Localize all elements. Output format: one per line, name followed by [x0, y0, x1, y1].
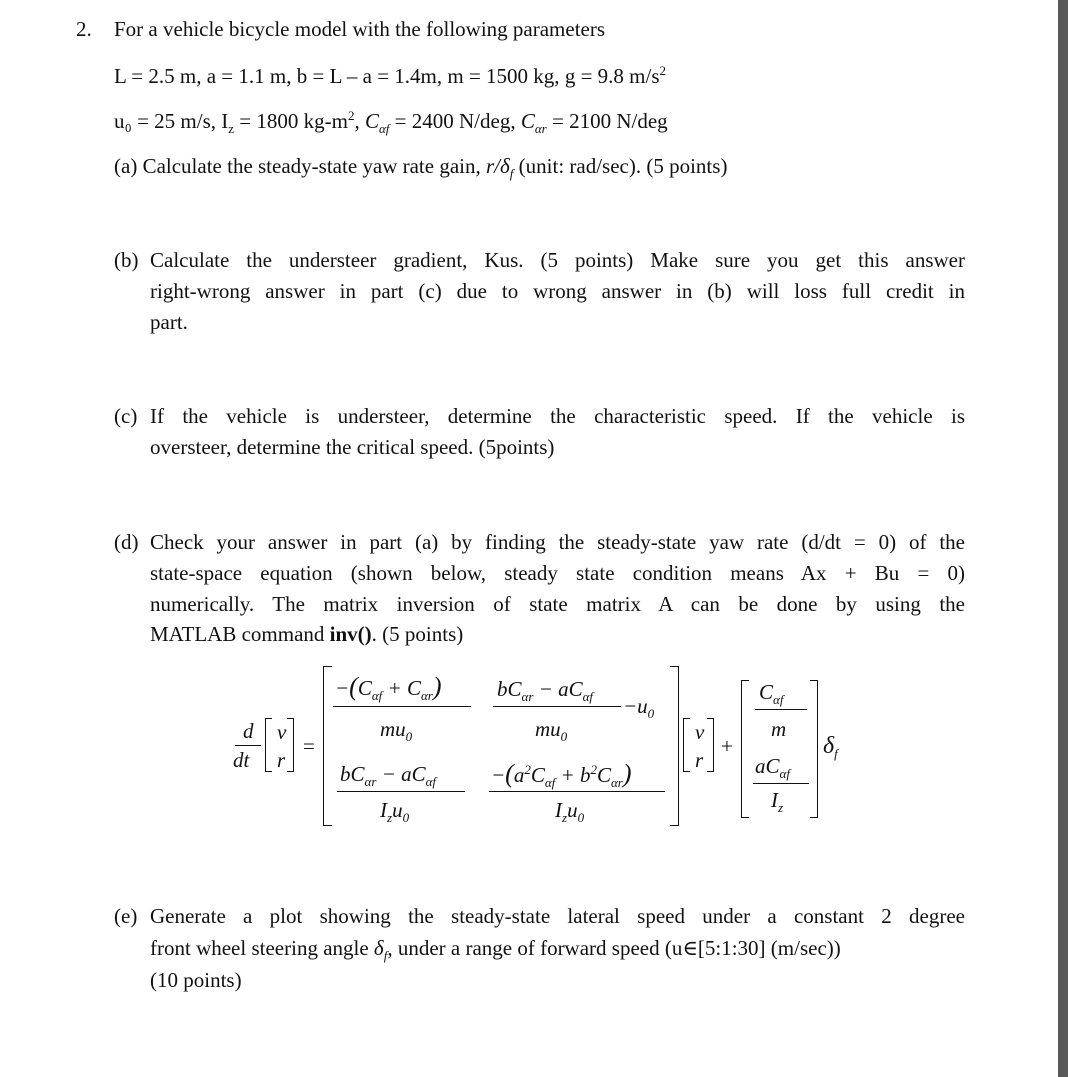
- A12-numerator: $bC_{\alpha r} - aC_{\alpha f}$: [497, 677, 594, 704]
- eq-ddt-bar: [235, 745, 261, 746]
- state-vector2-bracket-left: [683, 718, 690, 772]
- A11-denominator: $mu_0$: [380, 717, 413, 744]
- part-b-line-1: Calculate the understeer gradient, Kus. (5 points) Make sure you get this answer: [150, 248, 965, 272]
- param-Car: $C_{\alpha r} = 2100$ N/deg: [520, 109, 668, 137]
- B2-denominator: $I_z$: [771, 788, 784, 815]
- part-d-line-2: state-space equation (shown below, steady state condition means Ax + Bu = 0): [150, 561, 965, 585]
- param-m: m = 1500 kg,: [447, 64, 560, 88]
- part-b-label: (b): [114, 248, 139, 272]
- param-L: L = 2.5 m,: [114, 64, 202, 88]
- part-d-line-3: numerically. The matrix inversion of state matrix A can be done by using the: [150, 592, 965, 616]
- problem-intro: For a vehicle bicycle model with the following parameters: [114, 17, 606, 41]
- matrix-B-bracket-right: [810, 680, 818, 818]
- B2-bar: [753, 783, 809, 784]
- part-e-line-2: front wheel steering angle $\delta_f$, under a range of forward speed (u∈[5:1:30] (m/sec)): [150, 936, 841, 964]
- delta-f: $\delta_f$: [823, 733, 838, 761]
- params-line-1: [114, 63, 666, 88]
- params-line-2: [114, 108, 668, 137]
- A22-denominator: $I_zu_0$: [555, 798, 585, 825]
- param-Caf: $C_{\alpha f} = 2400$ N/deg,: [364, 109, 516, 137]
- B1-denominator: m: [771, 717, 787, 741]
- part-b-line-2: right-wrong answer in part (c) due to wrong answer in (b) will loss full credit in: [150, 279, 965, 303]
- A12-bar: [493, 706, 621, 707]
- part-d-line-1: Check your answer in part (a) by finding the steady-state yaw rate (d/dt = 0) of the: [150, 530, 965, 554]
- state-v: v: [277, 720, 287, 744]
- B2-numerator: $aC_{\alpha f}$: [755, 754, 790, 781]
- param-b: b = L – a = 1.4m,: [296, 64, 443, 88]
- A21-denominator: $I_zu_0$: [380, 798, 410, 825]
- matrix-A-bracket-left: [323, 666, 332, 826]
- part-c-label: (c): [114, 404, 138, 428]
- state-space-equation: [225, 664, 838, 834]
- part-a: [114, 154, 728, 182]
- part-e-line-3: (10 points): [150, 968, 242, 992]
- param-Iz: $I_z = 1800$ $kg-m^2$,: [221, 108, 360, 137]
- A21-numerator: $bC_{\alpha r} - aC_{\alpha f}$: [340, 762, 437, 789]
- part-c-line-1: If the vehicle is understeer, determine the characteristic speed. If the vehicle is: [150, 404, 965, 428]
- A11-bar: [333, 706, 471, 707]
- A12-denominator: $mu_0$: [535, 717, 568, 744]
- A22-numerator: $-(a^2C_{\alpha f} + b^2C_{\alpha r})$: [491, 759, 632, 790]
- state-vector-bracket-right: [287, 718, 294, 772]
- param-u0: u₀ = 25 m/s,: [114, 109, 217, 133]
- eq-dt: dt: [233, 748, 250, 772]
- state-r: r: [277, 748, 286, 772]
- param-g: g = 9.8 $m/s^2$: [564, 63, 666, 88]
- part-c-line-2: oversteer, determine the critical speed. (5points): [150, 435, 555, 459]
- part-b-line-3: part.: [150, 310, 188, 334]
- A12-minus-u0: $-u_0$: [623, 694, 655, 721]
- part-d-line-4: MATLAB command inv(). (5 points): [150, 622, 464, 646]
- state2-v: v: [695, 720, 705, 744]
- param-a: a = 1.1 m,: [206, 64, 292, 88]
- eq-plus: +: [721, 734, 733, 758]
- eq-d: d: [243, 719, 254, 743]
- eq-equals: =: [303, 734, 315, 758]
- A11-numerator: $-(C_{\alpha f} + C_{\alpha r})$: [335, 672, 442, 703]
- part-a-label: (a): [114, 154, 138, 178]
- part-d-label: (d): [114, 530, 139, 554]
- state-vector-bracket-left: [265, 718, 272, 772]
- A21-bar: [337, 791, 465, 792]
- problem-number: 2.: [76, 17, 92, 41]
- state-vector2-bracket-right: [707, 718, 714, 772]
- B1-numerator: $C_{\alpha f}$: [759, 680, 784, 707]
- state2-r: r: [695, 748, 704, 772]
- page-edge-bar: [1058, 0, 1068, 1077]
- matrix-A-bracket-right: [670, 666, 679, 826]
- A22-bar: [489, 791, 665, 792]
- part-e-line-1: Generate a plot showing the steady-state lateral speed under a constant 2 degree: [150, 904, 965, 928]
- matlab-command: inv(): [329, 622, 372, 646]
- B1-bar: [755, 709, 807, 710]
- matrix-B-bracket-left: [741, 680, 749, 818]
- part-e-label: (e): [114, 904, 138, 928]
- part-a-text: Calculate the steady-state yaw rate gain, $r/\delta_f$ (unit: rad/sec). (5 points): [142, 154, 728, 182]
